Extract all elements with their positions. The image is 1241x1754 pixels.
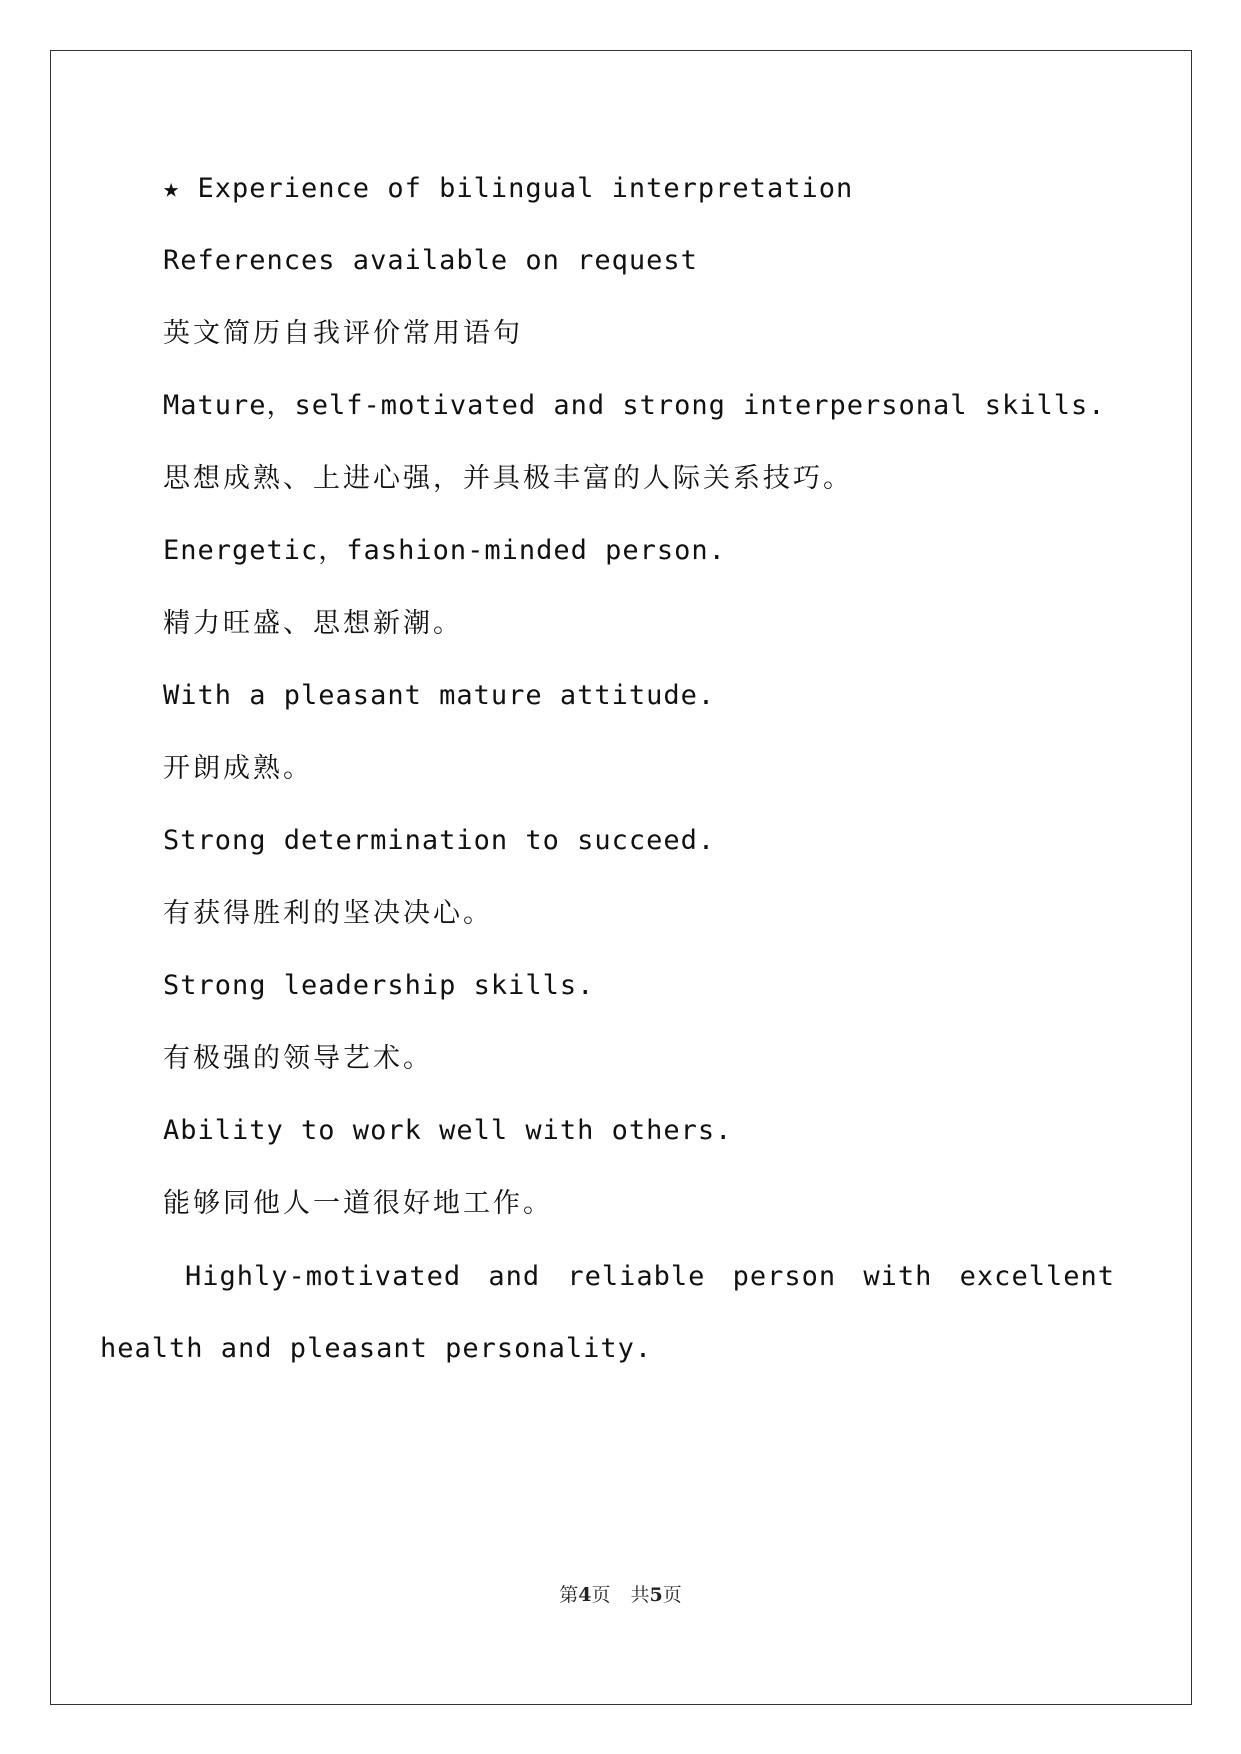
word: with (863, 1261, 933, 1292)
footer-total-prefix: 共 (630, 1584, 650, 1606)
justified-line (185, 1261, 1115, 1293)
text-line: 有获得胜利的坚决决心。 (163, 898, 493, 929)
text-line: Strong leadership skills. (163, 970, 595, 1001)
word: and (488, 1261, 541, 1292)
word: person (732, 1261, 837, 1292)
text-line: Ability to work well with others. (163, 1115, 733, 1146)
footer-page-suffix: 页 (591, 1584, 611, 1606)
text-line: References available on request (163, 245, 698, 276)
text-line: 精力旺盛、思想新潮。 (163, 608, 463, 639)
text-line: health and pleasant personality. (100, 1333, 653, 1364)
text-line: 思想成熟、上进心强，并具极丰富的人际关系技巧。 (163, 463, 853, 494)
text-line: Mature，self-motivated and strong interpersonal skills. (163, 390, 1106, 421)
footer-total-suffix: 页 (662, 1584, 682, 1606)
text-line: Energetic，fashion-minded person. (163, 535, 726, 566)
text-line: 能够同他人一道很好地工作。 (163, 1188, 553, 1219)
footer-prefix: 第 (559, 1584, 579, 1606)
text-line: ★ Experience of bilingual interpretation (163, 173, 854, 204)
page-frame (50, 50, 1192, 1705)
text-line: 开朗成熟。 (163, 753, 313, 784)
text-line: With a pleasant mature attitude. (163, 680, 716, 711)
current-page-number: 4 (578, 1584, 592, 1606)
page-footer (0, 1580, 1241, 1607)
word: Highly-motivated (185, 1261, 462, 1292)
text-line: 有极强的领导艺术。 (163, 1043, 433, 1074)
section-heading: 英文简历自我评价常用语句 (163, 318, 523, 349)
total-pages-number: 5 (649, 1584, 663, 1606)
text-line: Strong determination to succeed. (163, 825, 716, 856)
word: excellent (959, 1261, 1115, 1292)
word: reliable (567, 1261, 706, 1292)
